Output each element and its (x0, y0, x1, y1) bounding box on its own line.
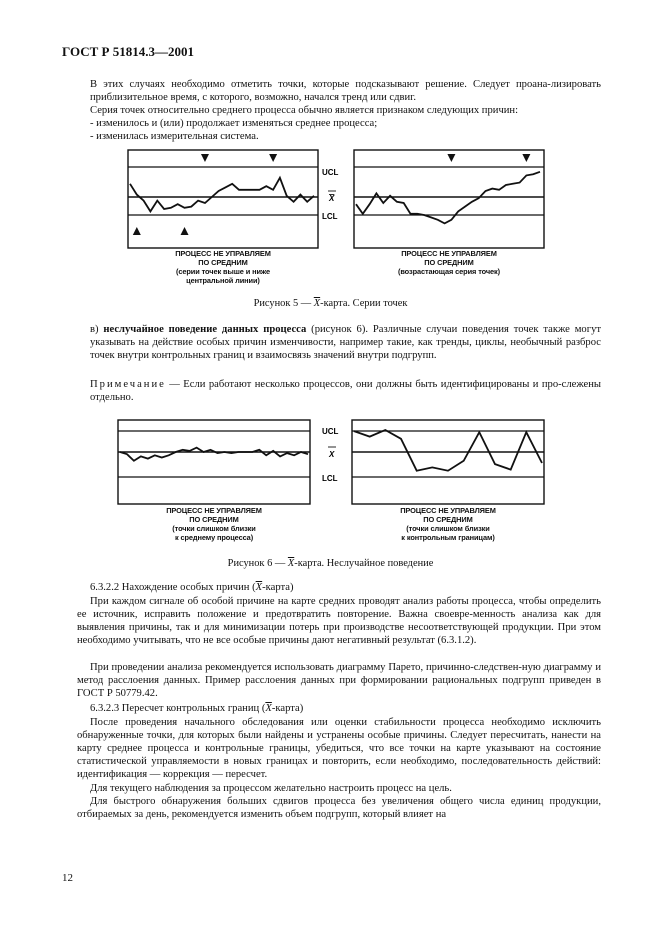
figure6-left-series (120, 448, 308, 461)
section-6323-title: 6.3.2.3 Пересчет контрольных границ $(\overline{X}-карта)$ (90, 703, 304, 714)
intro-paragraph-1: В этих случаях необходимо отметить точки, которые подсказывают решение. Следует проана-лизировать приблизительное время, с которого, возможно, начался тренд или сдвиг. (90, 79, 601, 103)
marker-down-0 (447, 154, 455, 162)
figure5-right-frame (354, 150, 544, 248)
marker-down-0 (201, 154, 209, 162)
section-6322-paragraph-1: При каждом сигнале об особой причине на карте средних проводят анализ работы процесса, чтобы определить ее источник, исправить положение и предотвратить повторение. Важна своевре-менность анализа как для выявления причины, так и для минимизации потерь при производстве несоответствующей продукции. При этом необходимо учитывать, что не все особые причины дают негативный результат (6.3.1.2). (77, 596, 601, 646)
section-6322-title: 6.3.2.2 Нахождение особых причин $(\overline{X}-карта)$ (90, 582, 294, 593)
figure6-right-caption: ПРОЦЕСС НЕ УПРАВЛЯЕМ ПО СРЕДНИМ (точки слишком близки к контрольным границам) (400, 506, 496, 542)
figure5-left-series (130, 178, 314, 212)
marker-down-1 (522, 154, 530, 162)
section-6323-paragraph-1: После проведения начального обследования или оценки стабильности процесса необходимо исключить обнаруженные точки, для которых были найдены и устранены особые причины. Следует пересчитать, нанести на карту среднее процесса и контрольные границы, убедиться, что все точки на карте указывают на состояние статистической управляемости в новых границах и повторить, если необходимо, последовательность действий: идентификация — коррекция — пересчет. (77, 717, 601, 780)
figure6-lcl-label: LCL (322, 474, 338, 483)
figure5-left-caption: ПРОЦЕСС НЕ УПРАВЛЯЕМ ПО СРЕДНИМ (серии точек выше и ниже центральной линии) (175, 249, 271, 285)
figure6-charts (0, 417, 661, 512)
figure6-left-frame (118, 420, 310, 504)
intro-paragraph-2: Серия точек относительно среднего процесса обычно является признаком следующих причин: (90, 105, 519, 116)
note-paragraph: Примечание — Если работают несколько процессов, они должны быть идентифицированы и про-слежены отдельно. (90, 379, 601, 403)
section-6323-paragraph-2: Для текущего наблюдения за процессом желательно настроить процесс на цель. (90, 783, 452, 794)
figure5-caption: Рисунок 5 — $\overline{X}$-карта. Серии точек (253, 298, 408, 309)
marker-up-0 (133, 227, 141, 235)
bullet-item-2: - изменилась измерительная система. (90, 131, 259, 142)
bullet-item-1: - изменилось и (или) продолжает изменяться среднее процесса; (90, 118, 378, 129)
figure6-ucl-label: UCL (322, 427, 339, 436)
figure5-charts (0, 145, 661, 295)
figure5-xbar-label: X (329, 194, 335, 203)
figure5-right-markers (447, 154, 530, 162)
document-header: ГОСТ Р 51814.3—2001 (62, 44, 194, 59)
section-6322-paragraph-2: При проведении анализа рекомендуется использовать диаграмму Парето, причинно-следствен-ную диаграмму и метод расслоения данных. Пример расслоения данных при формировании рациональных подгрупп приведен в ГОСТ Р 50779.42. (77, 662, 601, 699)
figure5-right-caption: ПРОЦЕСС НЕ УПРАВЛЯЕМ ПО СРЕДНИМ (возрастающая серия точек) (397, 249, 501, 276)
marker-down-1 (269, 154, 277, 162)
figure6-right-series (354, 430, 542, 471)
figure5-lcl-label: LCL (322, 212, 338, 221)
figure5-left-markers (133, 154, 277, 235)
section-6323-paragraph-3: Для быстрого обнаружения больших сдвигов процесса без увеличения общего числа единиц продукции, отбираемых за день, рекомендуется изменить объем подгрупп, который влияет на (77, 796, 601, 820)
paragraph-v: в) неслучайное поведение данных процесса (рисунок 6). Различные случаи поведения точек также могут указывать на действие особых причин изменчивости, например такие, как тренды, циклы, необычный разброс точек внутри контрольных границ и взаимосвязь значений внутри подгрупп. (90, 324, 602, 361)
figure6-caption: Рисунок 6 — $\overline{X}$-карта. Неслучайное поведение (227, 558, 434, 569)
figure5-ucl-label: UCL (322, 168, 339, 177)
figure6-xbar-label: X (329, 450, 335, 459)
figure6-left-caption: ПРОЦЕСС НЕ УПРАВЛЯЕМ ПО СРЕДНИМ (точки слишком близки к среднему процесса) (166, 506, 262, 542)
page-number: 12 (62, 872, 73, 884)
marker-up-1 (181, 227, 189, 235)
